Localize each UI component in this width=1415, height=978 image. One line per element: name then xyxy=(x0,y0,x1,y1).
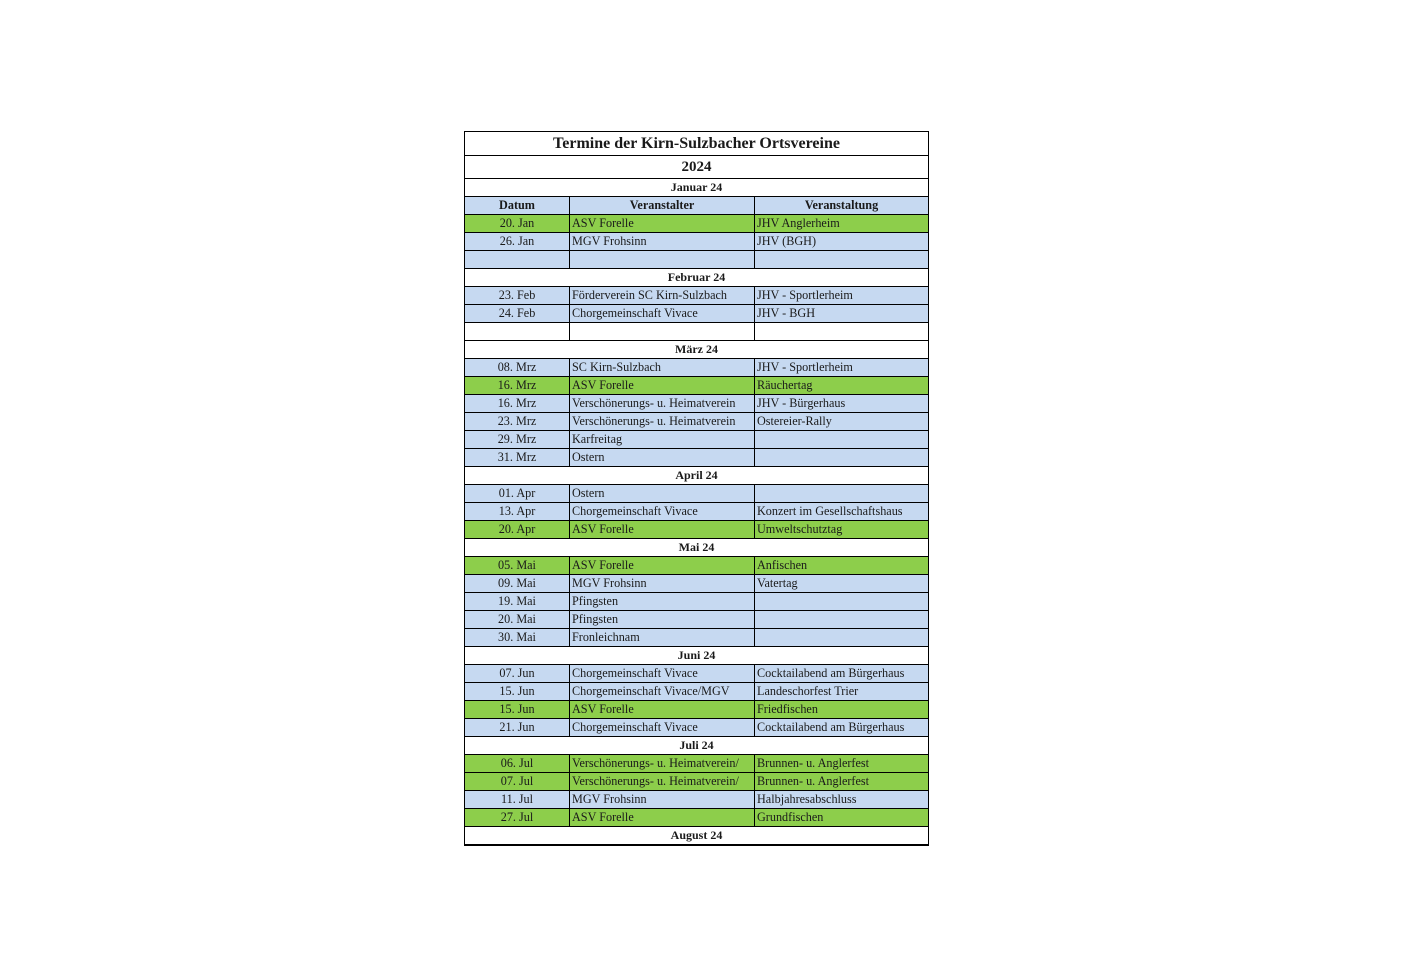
cell-date: 29. Mrz xyxy=(465,431,570,448)
table-year: 2024 xyxy=(465,156,928,179)
table-row xyxy=(465,521,928,539)
cell-organizer: ASV Forelle xyxy=(570,215,755,232)
cell-date: 15. Jun xyxy=(465,701,570,718)
cell-date: 20. Jan xyxy=(465,215,570,232)
cell-date: 07. Jul xyxy=(465,773,570,790)
table-row xyxy=(465,701,928,719)
cell-organizer: Chorgemeinschaft Vivace/MGV xyxy=(570,683,755,700)
cell-event: Umweltschutztag xyxy=(757,522,843,536)
table-row xyxy=(465,485,928,503)
month-header: April 24 xyxy=(465,467,928,485)
table-row xyxy=(465,449,928,467)
table-row xyxy=(465,629,928,647)
cell-date xyxy=(465,251,570,268)
cell-organizer: Verschönerungs- u. Heimatverein xyxy=(570,395,755,412)
cell-event xyxy=(755,629,928,646)
cell-organizer: ASV Forelle xyxy=(570,521,755,538)
cell-date: 20. Apr xyxy=(465,521,570,538)
cell-date: 16. Mrz xyxy=(465,377,570,394)
cell-event: JHV - Bürgerhaus xyxy=(757,396,846,410)
cell-organizer: Verschönerungs- u. Heimatverein/ xyxy=(570,773,755,790)
cell-organizer: SC Kirn-Sulzbach xyxy=(570,359,755,376)
table-row xyxy=(465,557,928,575)
cell-event: Anfischen xyxy=(757,558,808,572)
table-row xyxy=(465,251,928,269)
month-header: Mai 24 xyxy=(465,539,928,557)
table-row xyxy=(465,593,928,611)
cell-event xyxy=(755,323,928,340)
cell-date: 20. Mai xyxy=(465,611,570,628)
table-row xyxy=(465,575,928,593)
cell-event: Grundfischen xyxy=(757,810,824,824)
table-body xyxy=(465,179,928,845)
table-row xyxy=(465,377,928,395)
cell-organizer: ASV Forelle xyxy=(570,377,755,394)
cell-event xyxy=(755,449,928,466)
cell-organizer: MGV Frohsinn xyxy=(570,575,755,592)
cell-date: 21. Jun xyxy=(465,719,570,736)
table-title: Termine der Kirn-Sulzbacher Ortsvereine xyxy=(465,132,928,156)
cell-event xyxy=(755,593,928,610)
table-row xyxy=(465,791,928,809)
table-row xyxy=(465,665,928,683)
cell-event: JHV - Sportlerheim xyxy=(757,288,853,302)
table-row xyxy=(465,215,928,233)
table-row xyxy=(465,305,928,323)
cell-date: 11. Jul xyxy=(465,791,570,808)
cell-organizer xyxy=(570,323,755,340)
cell-event: Landeschorfest Trier xyxy=(757,684,859,698)
cell-date: 23. Mrz xyxy=(465,413,570,430)
cell-event: Cocktailabend am Bürgerhaus xyxy=(757,720,905,734)
table-row xyxy=(465,719,928,737)
cell-date: 07. Jun xyxy=(465,665,570,682)
table-row xyxy=(465,755,928,773)
table-row xyxy=(465,431,928,449)
cell-date: 19. Mai xyxy=(465,593,570,610)
cell-date: 23. Feb xyxy=(465,287,570,304)
cell-organizer: ASV Forelle xyxy=(570,701,755,718)
cell-event xyxy=(755,251,928,268)
cell-event xyxy=(755,611,928,628)
cell-event xyxy=(755,431,928,448)
cell-organizer: Verschönerungs- u. Heimatverein/ xyxy=(570,755,755,772)
cell-organizer xyxy=(570,251,755,268)
cell-event: Konzert im Gesellschaftshaus xyxy=(757,504,903,518)
table-row xyxy=(465,395,928,413)
cell-organizer: Pfingsten xyxy=(570,611,755,628)
column-header-veranstaltung: Veranstaltung xyxy=(804,198,879,212)
cell-organizer: ASV Forelle xyxy=(570,557,755,574)
cell-date xyxy=(465,323,570,340)
cell-event: Brunnen- u. Anglerfest xyxy=(757,774,870,788)
month-header: Januar 24 xyxy=(465,179,928,197)
cell-event: Ostereier-Rally xyxy=(757,414,832,428)
table-row xyxy=(465,503,928,521)
cell-date: 09. Mai xyxy=(465,575,570,592)
cell-event: JHV - Sportlerheim xyxy=(757,360,853,374)
cell-organizer: Ostern xyxy=(570,485,755,502)
cell-date: 16. Mrz xyxy=(465,395,570,412)
column-header-datum: Datum xyxy=(465,197,570,214)
cell-organizer: Förderverein SC Kirn-Sulzbach xyxy=(570,287,755,304)
cell-organizer: ASV Forelle xyxy=(570,809,755,826)
cell-date: 13. Apr xyxy=(465,503,570,520)
cell-date: 27. Jul xyxy=(465,809,570,826)
table-row xyxy=(465,773,928,791)
cell-event: Friedfischen xyxy=(757,702,818,716)
cell-event: Räuchertag xyxy=(757,378,813,392)
column-header-veranstalter: Veranstalter xyxy=(570,197,755,214)
table-row xyxy=(465,233,928,251)
cell-date: 30. Mai xyxy=(465,629,570,646)
column-header-row xyxy=(465,197,928,215)
month-header: März 24 xyxy=(465,341,928,359)
cell-organizer: Karfreitag xyxy=(570,431,755,448)
table-row xyxy=(465,413,928,431)
cell-date: 08. Mrz xyxy=(465,359,570,376)
cell-organizer: Chorgemeinschaft Vivace xyxy=(570,503,755,520)
cell-organizer: Ostern xyxy=(570,449,755,466)
cell-organizer: Chorgemeinschaft Vivace xyxy=(570,305,755,322)
cell-organizer: MGV Frohsinn xyxy=(570,791,755,808)
cell-organizer: Fronleichnam xyxy=(570,629,755,646)
cell-date: 15. Jun xyxy=(465,683,570,700)
events-table xyxy=(464,131,929,846)
cell-date: 24. Feb xyxy=(465,305,570,322)
cell-date: 06. Jul xyxy=(465,755,570,772)
table-row xyxy=(465,611,928,629)
cell-date: 05. Mai xyxy=(465,557,570,574)
cell-event: Vatertag xyxy=(757,576,798,590)
month-header: Juni 24 xyxy=(465,647,928,665)
table-row xyxy=(465,809,928,827)
cell-event: Brunnen- u. Anglerfest xyxy=(757,756,870,770)
cell-organizer: Pfingsten xyxy=(570,593,755,610)
cell-date: 26. Jan xyxy=(465,233,570,250)
cell-event: JHV - BGH xyxy=(757,306,816,320)
cell-organizer: Chorgemeinschaft Vivace xyxy=(570,665,755,682)
table-row xyxy=(465,359,928,377)
cell-event: JHV Anglerheim xyxy=(757,216,840,230)
cell-event xyxy=(755,485,928,502)
cell-organizer: MGV Frohsinn xyxy=(570,233,755,250)
cell-event: Cocktailabend am Bürgerhaus xyxy=(757,666,905,680)
cell-date: 31. Mrz xyxy=(465,449,570,466)
cell-event: Halbjahresabschluss xyxy=(757,792,857,806)
cell-date: 01. Apr xyxy=(465,485,570,502)
table-row xyxy=(465,287,928,305)
cell-event: JHV (BGH) xyxy=(757,234,817,248)
table-row xyxy=(465,683,928,701)
cell-organizer: Chorgemeinschaft Vivace xyxy=(570,719,755,736)
month-header: Februar 24 xyxy=(465,269,928,287)
cell-organizer: Verschönerungs- u. Heimatverein xyxy=(570,413,755,430)
month-header: Juli 24 xyxy=(465,737,928,755)
table-row xyxy=(465,323,928,341)
month-header: August 24 xyxy=(465,827,928,845)
